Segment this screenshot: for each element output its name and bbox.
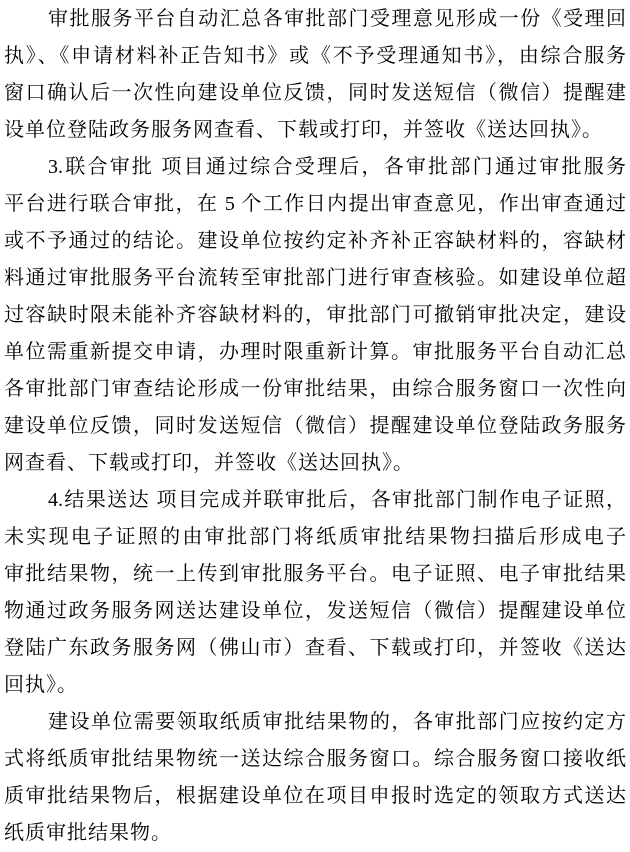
paragraph	[4, 149, 626, 482]
paragraph	[4, 482, 626, 704]
text-line: 纸质审批结果物。	[4, 822, 172, 844]
text-line: 网查看、下载或打印，并签收《送达回执》。	[4, 452, 414, 474]
text-line: 单位需重新提交申请，办理时限重新计算。审批服务平台自动汇总	[4, 341, 626, 363]
text-line: 质审批结果物后，根据建设单位在项目申报时选定的领取方式送达	[4, 785, 626, 807]
text-line: 物通过政务服务网送达建设单位，发送短信（微信）提醒建设单位	[4, 600, 626, 622]
text-line: 4.结果送达 项目完成并联审批后，各审批部门制作电子证照，	[48, 489, 626, 511]
text-line: 3.联合审批 项目通过综合受理后，各审批部门通过审批服务	[48, 156, 626, 178]
text-line: 审批结果物，统一上传到审批服务平台。电子证照、电子审批结果	[4, 563, 626, 585]
text-line: 设单位登陆政务服务网查看、下载或打印，并签收《送达回执》。	[4, 119, 603, 141]
text-line: 未实现电子证照的由审批部门将纸质审批结果物扫描后形成电子	[4, 526, 626, 548]
text-line: 审批服务平台自动汇总各审批部门受理意见形成一份《受理回	[48, 8, 626, 30]
paragraph	[4, 704, 626, 852]
text-line: 过容缺时限未能补齐容缺材料的，审批部门可撤销审批决定，建设	[4, 304, 626, 326]
text-line: 或不予通过的结论。建设单位按约定补齐补正容缺材料的，容缺材	[4, 230, 626, 252]
text-line: 窗口确认后一次性向建设单位反馈，同时发送短信（微信）提醒建	[4, 82, 626, 104]
text-line: 登陆广东政务服务网（佛山市）查看、下载或打印，并签收《送达	[4, 637, 626, 659]
text-line: 式将纸质审批结果物统一送达综合服务窗口。综合服务窗口接收纸	[4, 748, 626, 770]
text-line: 建设单位反馈，同时发送短信（微信）提醒建设单位登陆政务服务	[4, 415, 626, 437]
text-line: 各审批部门审查结论形成一份审批结果，由综合服务窗口一次性向	[4, 378, 626, 400]
document-body	[4, 1, 626, 852]
text-line: 执》、《申请材料补正告知书》或《不予受理通知书》，由综合服务	[4, 45, 626, 67]
paragraph	[4, 1, 626, 149]
text-line: 建设单位需要领取纸质审批结果物的，各审批部门应按约定方	[48, 711, 626, 733]
text-line: 平台进行联合审批，在 5 个工作日内提出审查意见，作出审查通过	[4, 193, 626, 215]
text-line: 回执》。	[4, 674, 78, 696]
text-line: 料通过审批服务平台流转至审批部门进行审查核验。如建设单位超	[4, 267, 626, 289]
